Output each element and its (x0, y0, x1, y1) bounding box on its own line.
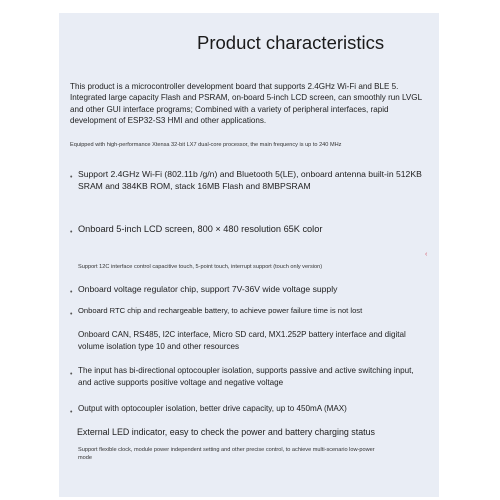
feature-text: Onboard voltage regulator chip, support 7V-36V wide voltage supply (78, 284, 338, 294)
bullet-icon: • (70, 371, 73, 378)
feature-text: External LED indicator, easy to check the power and battery charging status (77, 427, 375, 437)
feature-item-input-isolation (70, 365, 427, 390)
bullet-icon: • (70, 311, 73, 318)
feature-text: Onboard RTC chip and rechargeable battery, to achieve power failure time is not lost (78, 306, 363, 315)
feature-item-wifi-bluetooth (70, 168, 427, 193)
feature-text: The input has bi-directional optocoupler isolation, supports passive and active switching input, and active supports positive voltage and negative voltage (78, 366, 414, 388)
feature-item-interfaces (70, 329, 427, 354)
feature-item-touch: Support 12C interface control capacitive touch, 5-point touch, interrupt support (touch only version) (78, 264, 323, 270)
feature-text: Output with optocoupler isolation, better drive capacity, up to 450mA (MAX) (78, 404, 347, 413)
feature-text: Support 2.4GHz Wi-Fi (802.11b /g/n) and Bluetooth 5(LE), onboard antenna built-in 512KB SRAM and 384KB ROM, stack 16MB Flash and 8MBPSRAM (78, 169, 422, 192)
feature-item-output-isolation (70, 403, 427, 415)
bullet-icon: • (70, 174, 73, 181)
chevron-left-icon: ‹ (425, 251, 428, 258)
page-title: Product characteristics (197, 32, 385, 53)
processor-note: Equipped with high-performance Xtensa 32-bit LX7 dual-core processor, the main frequency is up to 240 MHz (70, 142, 342, 148)
feature-item-voltage (70, 283, 427, 295)
feature-text: Onboard 5-inch LCD screen, 800 × 480 resolution 65K color (78, 224, 323, 234)
bullet-icon: • (70, 229, 73, 236)
feature-item-low-power: Support flexible clock, module power independent setting and other precise control, to achieve multi-scenario low-power mode (78, 447, 375, 461)
bullet-icon: • (70, 289, 73, 296)
intro-paragraph: This product is a microcontroller development board that supports 2.4GHz Wi-Fi and BLE 5. Integrated large capacity Flash and PSRAM, on-board 5-inch LCD screen, can smoothly run LVGL and other GUI interface programs; Combined with a variety of peripheral interfaces, rapid development of ESP32-S3 HMI and other applications. (70, 82, 422, 125)
feature-text: Onboard CAN, RS485, I2C interface, Micro SD card, MX1.252P battery interface and digital volume isolation type 10 and other resources (78, 330, 406, 352)
bullet-icon: • (70, 409, 73, 416)
feature-item-led (77, 426, 434, 438)
feature-item-rtc (70, 305, 427, 317)
product-characteristics-page (59, 13, 439, 497)
feature-item-lcd (70, 223, 427, 235)
